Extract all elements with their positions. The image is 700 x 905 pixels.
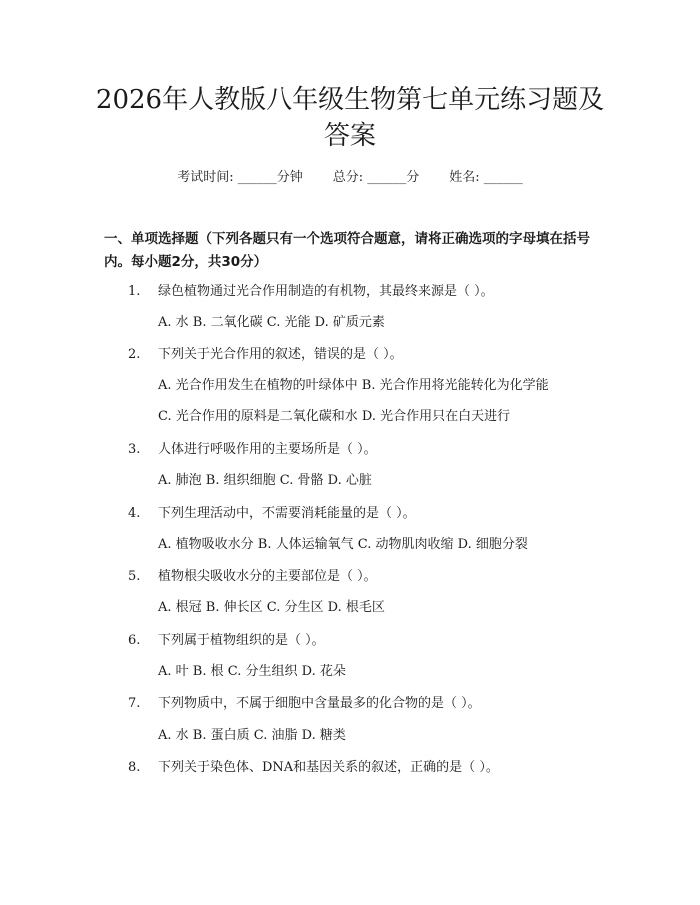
question-text: 下列关于染色体、DNA和基因关系的叙述，正确的是（ ）。 bbox=[158, 760, 499, 775]
question-number: 7. bbox=[128, 696, 141, 711]
question-4-options: A. 植物吸收水分 B. 人体运输氧气 C. 动物肌肉收缩 D. 细胞分裂 bbox=[158, 537, 528, 552]
question-number: 2. bbox=[128, 347, 141, 362]
question-7 bbox=[128, 694, 481, 714]
question-text: 下列属于植物组织的是（ ）。 bbox=[158, 633, 325, 648]
question-text: 下列关于光合作用的叙述，错误的是（ ）。 bbox=[158, 347, 403, 362]
question-1-options: A. 水 B. 二氧化碳 C. 光能 D. 矿质元素 bbox=[158, 315, 385, 330]
question-8 bbox=[128, 758, 499, 778]
question-text: 下列生理活动中，不需要消耗能量的是（ ）。 bbox=[158, 506, 416, 521]
question-number: 4. bbox=[128, 506, 141, 521]
question-7-options: A. 水 B. 蛋白质 C. 油脂 D. 糖类 bbox=[158, 728, 346, 743]
question-number: 1. bbox=[128, 284, 141, 299]
question-6-options: A. 叶 B. 根 C. 分生组织 D. 花朵 bbox=[158, 664, 346, 679]
document-title: 2026年人教版八年级生物第七单元练习题及答案 bbox=[95, 85, 605, 151]
question-2 bbox=[128, 345, 403, 365]
question-1 bbox=[128, 282, 494, 302]
question-2-options-line-2: C. 光合作用的原料是二氧化碳和水 D. 光合作用只在白天进行 bbox=[158, 409, 511, 424]
question-5-options: A. 根冠 B. 伸长区 C. 分生区 D. 根毛区 bbox=[158, 600, 385, 615]
question-4 bbox=[128, 504, 416, 524]
question-number: 5. bbox=[128, 569, 141, 584]
question-text: 绿色植物通过光合作用制造的有机物，其最终来源是（ ）。 bbox=[158, 284, 494, 299]
question-number: 8. bbox=[128, 760, 141, 775]
exam-time-label: 考试时间: ______分钟 bbox=[177, 170, 303, 185]
question-5 bbox=[128, 567, 377, 587]
question-text: 人体进行呼吸作用的主要场所是（ ）。 bbox=[158, 442, 377, 457]
student-name-label: 姓名: ______ bbox=[449, 170, 523, 185]
question-2-options-line-1: A. 光合作用发生在植物的叶绿体中 B. 光合作用将光能转化为化学能 bbox=[158, 378, 549, 393]
question-number: 3. bbox=[128, 442, 141, 457]
question-text: 植物根尖吸收水分的主要部位是（ ）。 bbox=[158, 569, 377, 584]
question-6 bbox=[128, 631, 325, 651]
question-text: 下列物质中，不属于细胞中含量最多的化合物的是（ ）。 bbox=[158, 696, 481, 711]
total-score-label: 总分: ______分 bbox=[332, 170, 420, 185]
exam-meta bbox=[0, 168, 700, 188]
question-3-options: A. 肺泡 B. 组织细胞 C. 骨骼 D. 心脏 bbox=[158, 473, 372, 488]
question-3 bbox=[128, 440, 377, 460]
section-heading: 一、单项选择题（下列各题只有一个选项符合题意，请将正确选项的字母填在括号内。每小题2分，共30分） bbox=[104, 231, 590, 270]
question-number: 6. bbox=[128, 633, 141, 648]
